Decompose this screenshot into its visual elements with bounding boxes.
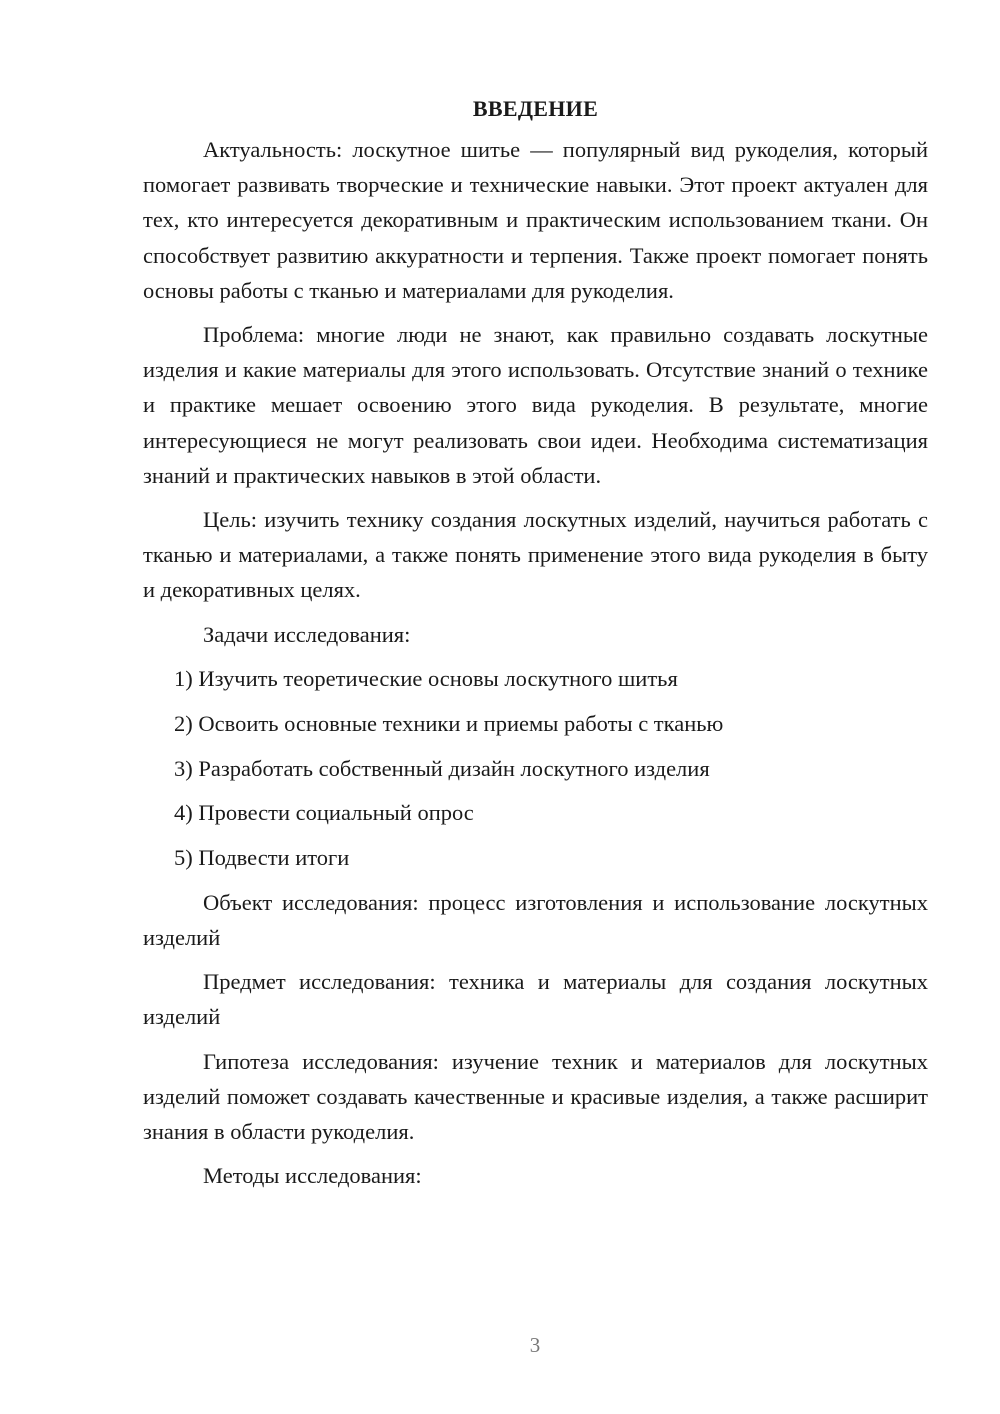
document-page bbox=[143, 92, 928, 1203]
list-item: 4) Провести социальный опрос bbox=[174, 800, 474, 826]
methods-heading: Методы исследования: bbox=[203, 1163, 422, 1189]
tasks-list bbox=[143, 661, 928, 875]
page-title: ВВЕДЕНИЕ bbox=[472, 96, 599, 121]
goal-paragraph: Цель: изучить технику создания лоскутных изделий, научиться работать с тканью и материалами, а также понять применение этого вида рукоделия в быту и декоративных целях. bbox=[143, 507, 928, 603]
object-paragraph: Объект исследования: процесс изготовления и использование лоскутных изделий bbox=[143, 889, 928, 951]
problem-paragraph: Проблема: многие люди не знают, как правильно создавать лоскутные изделия и какие материалы для этого использовать. Отсутствие знаний о технике и практике мешает освоению этого вида рукоделия. В результате, многие интересующиеся не могут реализовать свои идеи. Необходима систематизация знаний и практических навыков в этой области. bbox=[143, 322, 928, 488]
relevance-paragraph: Актуальность: лоскутное шитье — популярный вид рукоделия, который помогает развивать творческие и технические навыки. Этот проект актуален для тех, кто интересуется декоративным и практическим использованием ткани. Он способствует развитию аккуратности и терпения. Также проект помогает понять основы работы с тканью и материалами для рукоделия. bbox=[143, 137, 928, 303]
list-item: 3) Разработать собственный дизайн лоскутного изделия bbox=[174, 755, 710, 781]
list-item: 5) Подвести итоги bbox=[174, 845, 350, 871]
list-item: 2) Освоить основные техники и приемы работы с тканью bbox=[174, 711, 724, 737]
subject-paragraph: Предмет исследования: техника и материалы для создания лоскутных изделий bbox=[143, 969, 928, 1030]
list-item: 1) Изучить теоретические основы лоскутного шитья bbox=[174, 666, 678, 692]
hypothesis-paragraph: Гипотеза исследования: изучение техник и материалов для лоскутных изделий поможет создавать качественные и красивые изделия, а также расширит знания в области рукоделия. bbox=[143, 1048, 928, 1145]
page-number: 3 bbox=[529, 1333, 541, 1357]
tasks-heading: Задачи исследования: bbox=[203, 621, 411, 647]
